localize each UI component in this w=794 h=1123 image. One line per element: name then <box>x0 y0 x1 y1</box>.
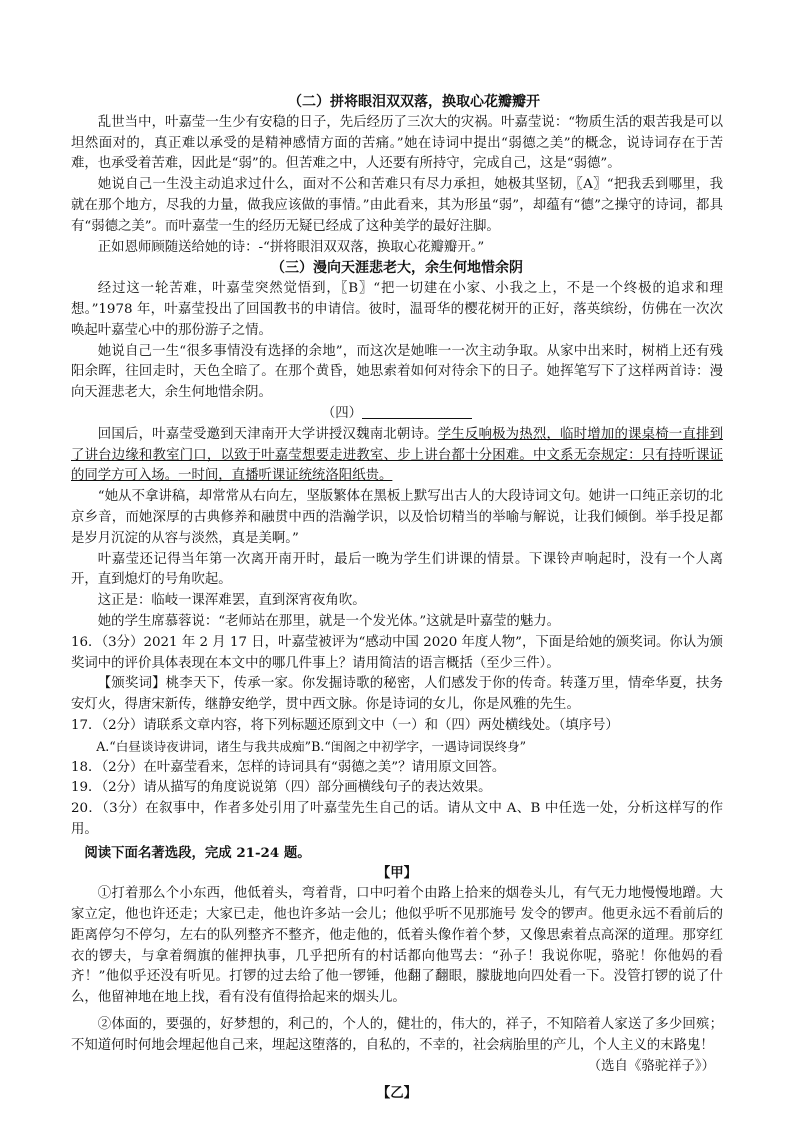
section-two-paragraph-2: 她说自己一生没主动追求过什么，面对不公和苦难只有尽力承担，她极其坚韧，〖A〗“把我丢到哪里，我就在那个地方，尽我的力量，做我应该做的事情。”由此看来，其为形虽“弱”，却蕴有“德”之操守的诗词，都具有“弱德之美”。而叶嘉莹一生的经历无疑已经成了这种美学的最好注脚。 <box>71 177 723 234</box>
section-three-title: （三）漫向天涯悲老大，余生何地惜余阴 <box>271 260 523 277</box>
section-two-title: （二）拼将眼泪双双落，换取心花瓣瓣开 <box>288 94 540 110</box>
section-four-label: （四） <box>321 405 363 421</box>
excerpt-jia-paragraph-1: ①打着那么个小东西，他低着头，弯着背，口中叼着个由路上拾来的烟卷头儿，有气无力地慢慢地蹭。大家立定，他也许还走；大家已走，他也许多站一会儿；他似乎听不见那施号 发令的锣声。他更永远不看前后的距离停匀不停匀，左右的队列整齐不整齐，他走他的，低着头像作着个梦，又像思索着点高深的道理。那穿红衣的锣夫，与拿着绸旗的催押执事，几乎把所有的村话都向他骂去：“孙子！我说你呢，骆驼！你他妈的看齐！”他似乎还没有听见。打锣的过去给了他一锣锤，他翻了翻眼，朦胧地向四处看一下。没管打锣的说了什么，他留神地在地上找，看有没有值得拾起来的烟头儿。 <box>71 886 723 1006</box>
section-four-paragraph-3: 叶嘉莹还记得当年第一次离开南开时，最后一晚为学生们讲课的情景。下课铃声响起时，没有一个人离开，直到熄灯的号角吹起。 <box>71 551 723 588</box>
underlined-sentence-tail: 一时间，直播听课证统统洛阳纸贵。 <box>178 468 393 484</box>
section-four-paragraph-5: 她的学生席慕蓉说：“老师站在那里，就是一个发光体。”这就是叶嘉莹的魅力。 <box>97 613 561 629</box>
question-17: 17．（2分）请联系文章内容，将下列标题还原到文中（一）和（四）两处横线处。（填序号） <box>71 717 619 733</box>
question-19: 19．（2分）请从描写的角度说说第（四）部分画横线句子的表达效果。 <box>71 780 492 796</box>
section-four-paragraph-1 <box>71 425 723 487</box>
award-speech: 【颁奖词】桃李天下，传承一家。你发掘诗歌的秘密，人们感发于你的传奇。转蓬万里，情牵华夏，扶务安灯火，得唐宋新传，继静安绝学，贯中西文脉。你是诗词的女儿，你是风雅的先生。 <box>71 676 723 713</box>
excerpt-jia-label: 【甲】 <box>376 865 418 882</box>
section-four-blank <box>362 404 472 419</box>
section-four-p1-lead: 回国后，叶嘉莹受邀到天津南开大学讲授汉魏南北朝诗。 <box>97 426 438 442</box>
question-20: 20．（3分）在叙事中，作者多处引用了叶嘉莹先生自己的话。请从文中 A、B 中任选一处，分析这样写的作用。 <box>71 801 723 837</box>
section-three-paragraph-1: 经过这一轮苦难，叶嘉莹突然觉悟到，〖B〗“把一切建在小家、小我之上，不是一个终极的追求和理想。”1978 年，叶嘉莹投出了回国教书的申请信。彼时，温哥华的樱花树开的正好，落英缤纷，仿佛在一次次唤起叶嘉莹心中的那份游子之情。 <box>71 281 723 338</box>
question-18: 18．（2分）在叶嘉莹看来，怎样的诗词具有“弱德之美”？请用原文回答。 <box>71 759 506 775</box>
section-four-heading <box>71 404 723 425</box>
excerpt-yi-label: 【乙】 <box>376 1085 418 1102</box>
excerpt-source: （选自《骆驼祥子》） <box>587 1058 715 1074</box>
section-two-paragraph-3: 正如恩师顾随送给她的诗：-“拼将眼泪双双落，换取心花瓣瓣开。” <box>97 239 485 255</box>
question-16: 16．（3分）2021 年 2 月 17 日，叶嘉莹被评为“感动中国 2020 年度人物”，下面是给她的颁奖词。你认为颁奖词中的评价具体表现在本文中的哪几件事上？请用简洁的语言概括（至少三件）。 <box>71 634 723 671</box>
underlined-sentence: 学生反响极为热烈，临时增加的课桌椅一直排到了讲台边缘和教室门口，以致于叶嘉莹想要走进教室、步上讲台都十分困难。中文系无奈规定：只有持听课证的同学方可入场。 <box>71 426 724 484</box>
section-four-paragraph-2: “她从不拿讲稿，却常常从右向左，坚版繁体在黑板上默写出古人的大段诗词文句。她讲一口纯正亲切的北京乡音，而她深厚的古典修养和融贯中西的浩瀚学识，以及恰切精当的举喻与解说，让我们倾倒。举手投足都是岁月沉淀的从容与淡然，真是美啊。” <box>71 489 723 546</box>
document-page <box>71 92 723 1104</box>
section-two-paragraph-1: 乱世当中，叶嘉莹一生少有安稳的日子，先后经历了三次大的灾祸。叶嘉莹说：“物质生活的艰苦我是可以坦然面对的，真正难以承受的是精神感情方面的苦痛。”她在诗词中提出“弱德之美”的概念，说诗词存在于苦难，也承受着苦难，因此是“弱”的。但苦难之中，人还要有所持守，完成自己，这是“弱德”。 <box>71 114 723 172</box>
reading-instruction: 阅读下面名著选段，完成 21-24 题。 <box>84 844 311 861</box>
section-four-paragraph-4: 这正是：临岐一课浑难罢，直到深宵夜角吹。 <box>97 593 366 609</box>
section-three-paragraph-2: 她说自己一生“很多事情没有选择的余地”，而这次是她唯一一次主动争取。从家中出来时，树梢上还有残阳余晖，往回走时，天色全暗了。在那个黄昏，她思索着如何对待余下的日子。她挥笔写下了这样两首诗：漫向天涯悲老大，余生何地惜余阴。 <box>71 343 723 401</box>
question-17-options: A.“白昼谈诗夜讲词，诸生与我共成痴”B.“闺阁之中初学字，一遇诗词误终身” <box>96 738 527 754</box>
excerpt-jia-paragraph-2: ②体面的，要强的，好梦想的，利己的，个人的，健壮的，伟大的，祥子，不知陪着人家送了多少回殡；不知道何时何地会埋起他自己来，埋起这堕落的，自私的，不幸的，社会病胎里的产儿，个人主义的末路鬼！ <box>71 1017 723 1053</box>
